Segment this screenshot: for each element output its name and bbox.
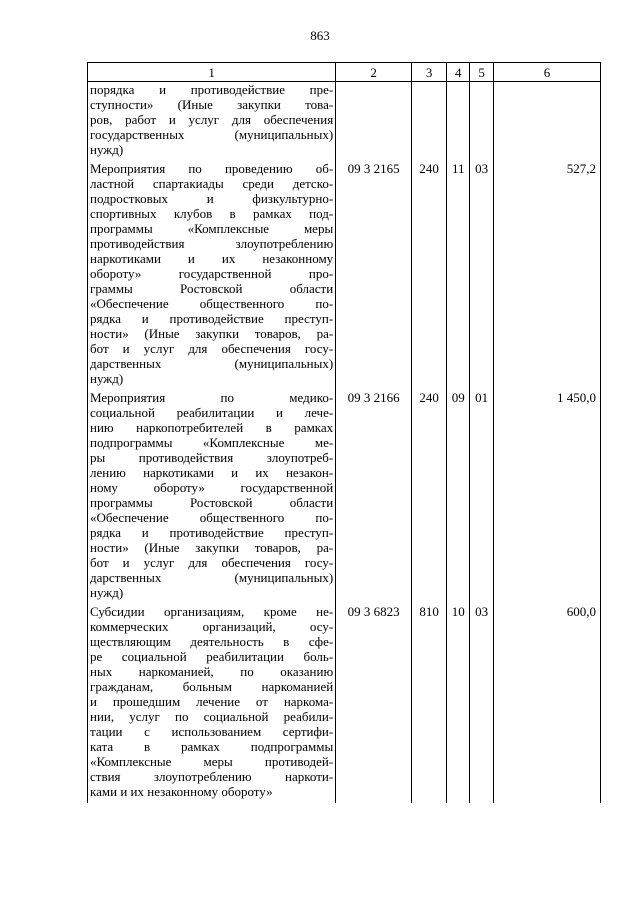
table-row [88,161,601,390]
description-line: нужд) [90,142,124,157]
description-line: тации с использованием сертифи- [90,724,334,739]
description-line: «Обеспечение общественного по- [90,510,334,525]
row-target-code: 09 3 6823 [336,604,412,803]
description-line: порядка и противодействие пре- [90,82,334,97]
description-line: нии, услуг по социальной реабили- [90,709,334,724]
row-amount: 600,0 [494,604,601,803]
row-section: 09 [447,390,470,604]
description-line: ками и их незаконному обороту» [90,784,273,799]
description-line: Субсидии организациям, кроме не- [90,604,334,619]
description-line: ному обороту» государственной [90,480,334,495]
row-section: 11 [447,161,470,390]
description-line: социальной реабилитации и лече- [90,405,334,420]
description-line: спортивных клубов в рамках под- [90,206,334,221]
description-line: Мероприятия по медико- [90,390,334,405]
description-line: ры противодействия злоупотреб- [90,450,334,465]
table-row [88,82,601,162]
description-line: государственных (муниципальных) [90,127,334,142]
header-cell-6: 6 [494,63,601,82]
row-description [88,82,336,162]
description-line: нужд) [90,585,124,600]
description-line: нию наркопотребителей в рамках [90,420,334,435]
description-line: ности» (Иные закупки товаров, ра- [90,540,334,555]
row-target-code [336,82,412,162]
description-line: ров, работ и услуг для обеспечения [90,112,334,127]
row-subsection: 03 [470,161,494,390]
description-line: рядка и противодействие преступ- [90,311,334,326]
description-line: нужд) [90,371,124,386]
row-description [88,161,336,390]
page-number: 863 [310,28,330,43]
description-line: ластной спартакиады среди детско- [90,176,334,191]
description-line: граммы Ростовской области [90,281,334,296]
description-line: рядка и противодействие преступ- [90,525,334,540]
description-line: ступности» (Иные закупки това- [90,97,334,112]
description-line: «Обеспечение общественного по- [90,296,334,311]
row-amount: 527,2 [494,161,601,390]
description-line: бот и услуг для обеспечения госу- [90,341,334,356]
description-line: дарственных (муниципальных) [90,570,334,585]
header-cell-3: 3 [411,63,446,82]
description-line: подростковых и физкультурно- [90,191,334,206]
row-expense-type [411,82,446,162]
budget-table [87,62,601,803]
description-line: и прошедшим лечение от наркома- [90,694,334,709]
description-line: ществляющим деятельность в сфе- [90,634,334,649]
row-amount: 1 450,0 [494,390,601,604]
row-section [447,82,470,162]
description-line: программы Ростовской области [90,495,334,510]
table-row [88,604,601,803]
header-row [88,63,601,82]
description-line: наркотиками и их незаконному [90,251,334,266]
row-description [88,390,336,604]
description-line: противодействия злоупотреблению [90,236,334,251]
row-target-code: 09 3 2166 [336,390,412,604]
description-line: Мероприятия по проведению об- [90,161,334,176]
row-expense-type: 810 [411,604,446,803]
header-cell-4: 4 [447,63,470,82]
row-expense-type: 240 [411,161,446,390]
description-line: подпрограммы «Комплексные ме- [90,435,334,450]
row-target-code: 09 3 2165 [336,161,412,390]
description-line: программы «Комплексные меры [90,221,334,236]
row-subsection: 03 [470,604,494,803]
row-expense-type: 240 [411,390,446,604]
description-line: ности» (Иные закупки товаров, ра- [90,326,334,341]
description-line: бот и услуг для обеспечения госу- [90,555,334,570]
header-cell-5: 5 [470,63,494,82]
description-line: лению наркотиками и их незакон- [90,465,334,480]
row-description [88,604,336,803]
row-amount [494,82,601,162]
description-line: ре социальной реабилитации боль- [90,649,334,664]
description-line: ствия злоупотреблению наркоти- [90,769,334,784]
description-line: гражданам, больным наркоманией [90,679,334,694]
description-line: дарственных (муниципальных) [90,356,334,371]
row-subsection: 01 [470,390,494,604]
description-line: коммерческих организаций, осу- [90,619,334,634]
description-line: ных наркоманией, по оказанию [90,664,334,679]
description-line: ката в рамках подпрограммы [90,739,334,754]
description-line: обороту» государственной про- [90,266,334,281]
header-cell-2: 2 [336,63,412,82]
header-cell-1: 1 [88,63,336,82]
row-subsection [470,82,494,162]
table-row [88,390,601,604]
row-section: 10 [447,604,470,803]
description-line: «Комплексные меры противодей- [90,754,334,769]
